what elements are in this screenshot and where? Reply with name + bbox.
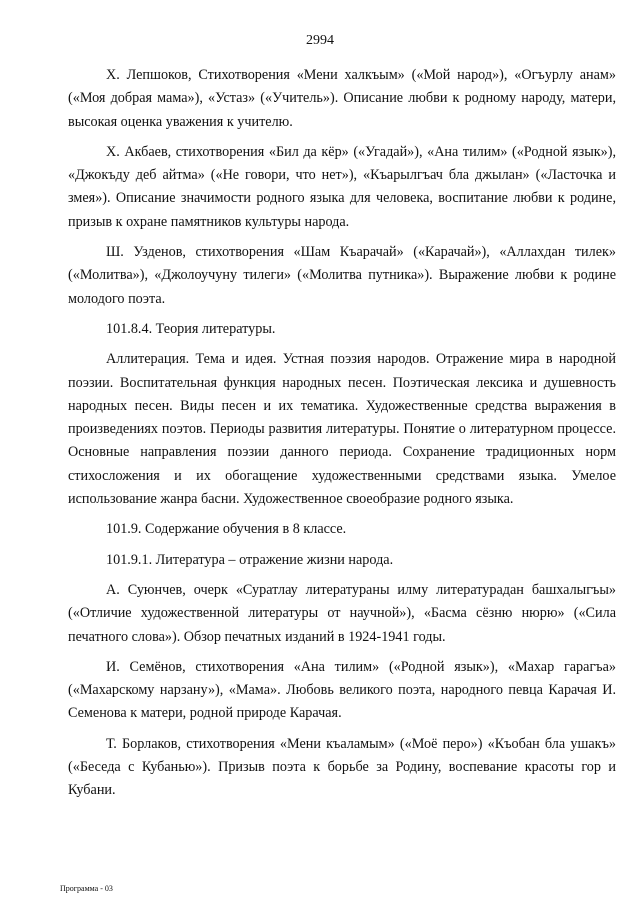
section-heading-grade-8: 101.9. Содержание обучения в 8 классе.	[106, 521, 347, 538]
document-body	[68, 64, 616, 810]
section-heading-theory: 101.8.4. Теория литературы.	[106, 320, 276, 337]
paragraph-lepshokov: Х. Лепшоков, Стихотворения «Мени халкъым» («Мой народ»), «Огъурлу анам» («Моя добрая мама»), «Устаз» («Учитель»). Описание любви к родному народу, матери, высокая оценка уважения к учителю.	[68, 67, 616, 130]
paragraph-theory: Аллитерация. Тема и идея. Устная поэзия народов. Отражение мира в народной поэзии. Воспитательная функция народных песен. Поэтическая лексика и душевность народных песен. Виды песен и их тематика. Художественные средства выражения в произведениях поэтов. Периоды развития литературы. Понятие о литературном процессе. Основные направления поэзии данного периода. Сохранение традиционных норм стихосложения и их обогащение художественными средствами языка. Умелое использование жанра басни. Художественное своеобразие родного языка.	[68, 351, 616, 508]
paragraph-uzdenov: Ш. Узденов, стихотворения «Шам Къарачай» («Карачай»), «Аллахдан тилек» («Молитва»), «Джолоучуну тилеги» («Молитва путника»). Выражение любви к родине молодого поэта.	[68, 244, 616, 307]
paragraph-semenov: И. Семёнов, стихотворения «Ана тилим» («Родной язык»), «Махар гарагъа» («Махарскому нарзану»), «Мама». Любовь великого поэта, народного певца Карачая И. Семенова к матери, родной природе Карачая.	[68, 658, 616, 722]
footer-label: Программа - 03	[60, 884, 113, 893]
section-heading-literature: 101.9.1. Литература – отражение жизни народа.	[106, 551, 394, 568]
paragraph-suyunchev: А. Суюнчев, очерк «Суратлау литератураны илму литературадан башхалыгъы» («Отличие художественной литературы от научной»), «Басма сёзню нюрю» («Сила печатного слова»). Обзор печатных изданий в 1924-1941 годы.	[68, 581, 616, 645]
page-number: 2994	[306, 33, 334, 48]
paragraph-akbaev: Х. Акбаев, стихотворения «Бил да кёр» («Угадай»), «Ана тилим» («Родной язык»), «Джокъду деб айтма» («Не говори, что нет»), «Къарылгъач бла джылан» («Ласточка и змея»). Описание значимости родного языка для человека, воспитание любви к родине, призыв к охране памятников культуры народа.	[68, 143, 616, 230]
paragraph-borlakov: Т. Борлаков, стихотворения «Мени къаламым» («Моё перо») «Къобан бла ушакъ» («Беседа с Кубанью»). Призыв поэта к борьбе за Родину, воспевание красоты гор и Кубани.	[68, 735, 616, 799]
